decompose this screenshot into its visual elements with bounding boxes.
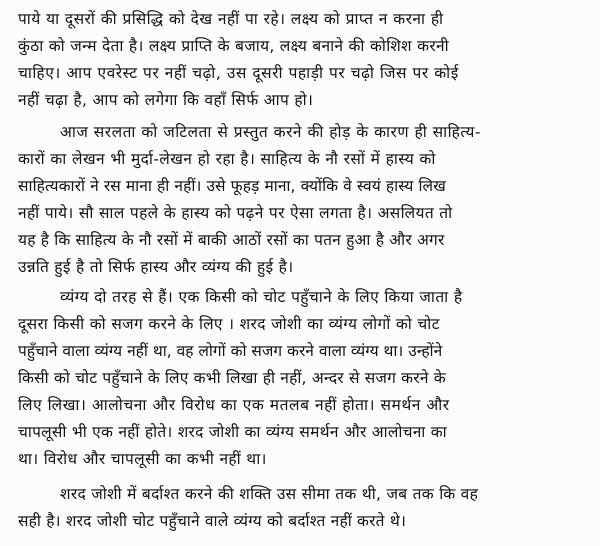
text-line <box>0 60 600 86</box>
line-text: नहीं पाये। सौ साल पहले के हास्य को पढ़ने पर ऐसा लगता है। असलियत तो <box>18 204 453 222</box>
text-line <box>0 254 600 280</box>
line-text: पाये या दूसरों की प्रसिद्धि को देख नहीं पा रहे। लक्ष्य को प्राप्त न करना ही <box>18 10 444 28</box>
text-line <box>0 481 600 507</box>
line-text: यह है कि साहित्य के नौ रसों में बाकी आठों रसों का पतन हुआ है और अगर <box>18 231 445 249</box>
text-line <box>0 173 600 199</box>
line-text: सही है। शरद जोशी चोट पहुँचाने वाले व्यंग्य को बर्दाश्त नहीं करते थे। <box>18 512 407 530</box>
line-text: कुंठा को जन्म देता है। लक्ष्य प्राप्ति के बजाय, लक्ष्य बनाने की कोशिश करनी <box>18 37 449 55</box>
line-text: था। विरोध और चापलूसी का कभी नहीं था। <box>18 450 267 468</box>
text-line <box>0 33 600 59</box>
line-text: साहित्यकारों ने रस माना ही नहीं। उसे फूहड़ माना, क्योंकि वे स्वयं हास्य लिख <box>18 177 446 195</box>
line-text: व्यंग्य दो तरह से हैं। एक किसी को चोट पहुँचाने के लिए किया जाता है <box>60 288 463 306</box>
text-line <box>0 200 600 226</box>
text-line <box>0 365 600 391</box>
text-line <box>0 311 600 337</box>
line-text: शरद जोशी में बर्दाश्त करने की शक्ति उस सीमा तक थी, जब तक कि वह <box>60 485 479 503</box>
text-line <box>0 419 600 445</box>
text-line <box>0 284 600 310</box>
line-text: कारों का लेखन भी मुर्दा-लेखन हो रहा है। साहित्य के नौ रसों में हास्य को <box>18 150 436 168</box>
text-line <box>0 6 600 32</box>
text-line <box>0 338 600 364</box>
text-line <box>0 119 600 145</box>
line-text: चाहिए। आप एवरेस्ट पर नहीं चढ़ो, उस दूसरी पहाड़ी पर चढ़ो जिस पर कोई <box>18 64 459 82</box>
line-text: उन्नति हुई है तो सिर्फ हास्य और व्यंग्य की हुई है। <box>18 258 294 276</box>
line-text: चापलूसी भी एक नहीं होते। शरद जोशी का व्यंग्य समर्थन और आलोचना का <box>18 423 447 441</box>
line-text: लिए लिखा। आलोचना और विरोध का एक मतलब नहीं होता। समर्थन और <box>18 396 450 414</box>
text-line <box>0 87 600 113</box>
text-line <box>0 508 600 534</box>
text-line <box>0 227 600 253</box>
text-line <box>0 146 600 172</box>
text-line <box>0 446 600 472</box>
line-text: दूसरा किसी को सजग करने के लिए । शरद जोशी का व्यंग्य लोगों को चोट <box>18 315 440 333</box>
line-text: नहीं चढ़ा है, आप को लगेगा कि वहाँ सिर्फ आप हो। <box>18 91 314 109</box>
line-text: आज सरलता को जटिलता से प्रस्तुत करने की होड़ के कारण ही साहित्य- <box>60 123 481 141</box>
line-text: पहुँचाने वाला व्यंग्य नहीं था, वह लोगों को सजग करने वाला व्यंग्य था। उन्होंने <box>18 342 443 360</box>
line-text: किसी को चोट पहुँचाने के लिए कभी लिखा ही नहीं, अन्दर से सजग करने के <box>18 369 446 387</box>
text-line <box>0 392 600 418</box>
